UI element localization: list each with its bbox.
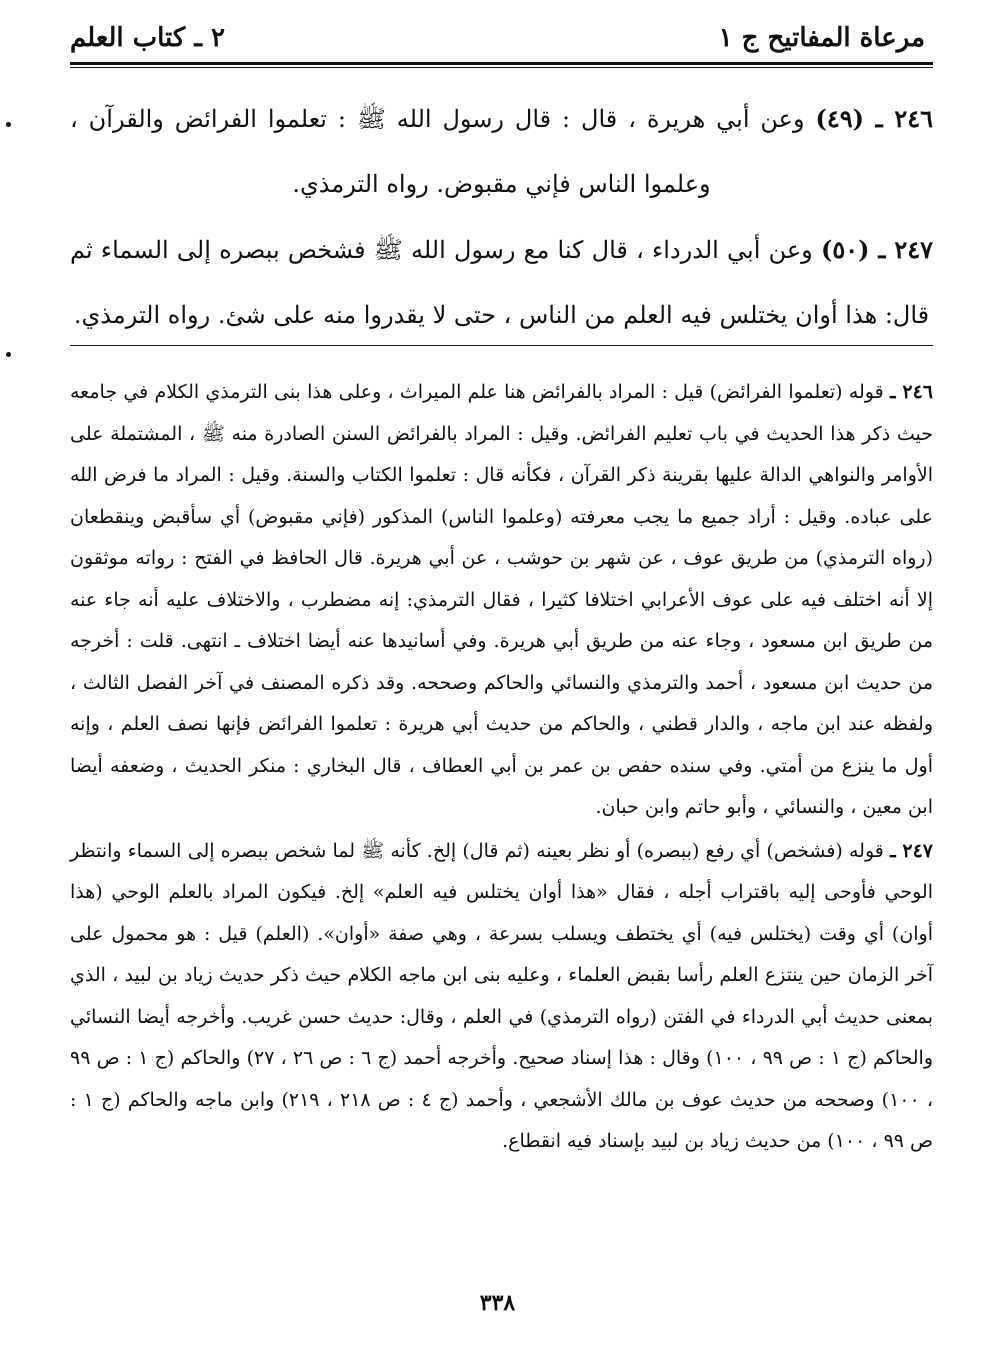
commentary-247 (70, 831, 933, 1163)
section-divider (70, 345, 933, 346)
hadith-247 (70, 217, 933, 348)
book-title: مرعاة المفاتيح ج ١ (718, 23, 925, 53)
hadith-text: وعن أبي هريرة ، قال : قال رسول الله ﷺ : تعلموا الفرائض والقرآن ، وعلموا الناس فإني مقبوض. رواه الترمذي. (70, 105, 805, 198)
commentary-text: قوله (تعلموا الفرائض) قيل : المراد بالفرائض هنا علم الميراث ، وعلى هذا بنى الترمذي الكلام في جامعه حيث ذكر هذا الحديث في باب تعليم الفرائض. وقيل : المراد بالفرائض السنن الصادرة منه ﷺ ، المشتملة على الأوامر والنواهي الدالة عليها بقرينة ذكر القرآن ، فكأنه قال : تعلموا الكتاب والسنة. وقيل : المراد ما فرض الله على عباده. وقيل : أراد جميع ما يجب معرفته (وعلموا الناس) المذكور (فإني مقبوض) أي سأقبض وينقطعان (رواه الترمذي) من طريق عوف ، عن شهر بن حوشب ، عن أبي هريرة. قال الحافظ في الفتح : رواته موثقون إلا أنه اختلف فيه على عوف الأعرابي اختلافا كثيرا ، فقال الترمذي: إنه مضطرب ، والاختلاف عليه أنه جاء عنه من طريق ابن مسعود ، وجاء عنه من طريق أبي هريرة. وفي أسانيدها عنه أيضا اختلاف ـ انتهى. قلت : أخرجه من حديث ابن مسعود ، أحمد والترمذي والنسائي والحاكم وصححه. وقد ذكره المصنف في آخر الفصل الثالث ، ولفظه عند ابن ماجه ، والدار قطني ، والحاكم من حديث أبي هريرة : تعلموا الفرائض فإنها نصف العلم ، وإنه أول ما ينزع من أمتي. وفي سنده حفص بن عمر بن أبي العطاف ، قال البخاري : منكر الحديث ، وضعفه أيضا ابن معين ، والنسائي ، وأبو حاتم وابن حبان. (70, 381, 933, 818)
commentary-number: ٢٤٦ ـ (889, 381, 933, 403)
margin-dot (6, 122, 11, 127)
hadith-text: وعن أبي الدرداء ، قال كنا مع رسول الله ﷺ فشخص ببصره إلى السماء ثم قال: هذا أوان يختلس فيه العلم من الناس ، حتى لا يقدروا منه على شئ. رواه الترمذي. (70, 236, 930, 329)
running-head (70, 18, 925, 58)
header-rule-thin (70, 67, 933, 68)
commentary-246 (70, 372, 933, 829)
margin-dot (6, 352, 11, 357)
page-number: ٣٣٨ (479, 1290, 516, 1316)
hadith-number: ٢٤٧ ـ (٥٠) (820, 235, 933, 264)
header-rule-thick (70, 62, 933, 65)
chapter-title: ٢ ـ كتاب العلم (70, 23, 225, 53)
commentary-text: قوله (فشخص) أي رفع (ببصره) أو نظر بعينه (ثم قال) إلخ. كأنه ﷺ لما شخص ببصره إلى السماء وانتظر الوحي فأوحى إليه باقتراب أجله ، فقال «هذا أوان يختلس فيه العلم» إلخ. فيكون المراد بالعلم الوحي (هذا أوان) أي وقت (يختلس فيه) أي يختطف ويسلب بسرعة ، وهي صفة «أوان». (العلم) قيل : هو محمول على آخر الزمان حين ينتزع العلم رأسا بقبض العلماء ، وعليه بنى ابن ماجه الكلام حيث ذكر حديث زياد بن لبيد ، الذي بمعنى حديث أبي الدرداء في الفتن (رواه الترمذي) في العلم ، وقال: حديث حسن غريب. وأخرجه أيضا النسائي والحاكم (ج ١ : ص ٩٩ ، ١٠٠) وقال : هذا إسناد صحيح. وأخرجه أحمد (ج ٦ : ص ٢٦ ، ٢٧) والحاكم (ج ١ : ص ٩٩ ، ١٠٠) وصححه من حديث عوف بن مالك الأشجعي ، وأحمد (ج ٤ : ص ٢١٨ ، ٢١٩) وابن ماجه والحاكم (ج ١ : ص ٩٩ ، ١٠٠) من حديث زياد بن لبيد بإسناد فيه انقطاع. (70, 839, 933, 1152)
commentary-section (70, 372, 933, 1163)
commentary-number: ٢٤٧ ـ (890, 839, 934, 862)
hadith-246 (70, 86, 933, 217)
hadith-number: ٢٤٦ ـ (٤٩) (815, 104, 933, 133)
hadith-texts (70, 86, 933, 348)
